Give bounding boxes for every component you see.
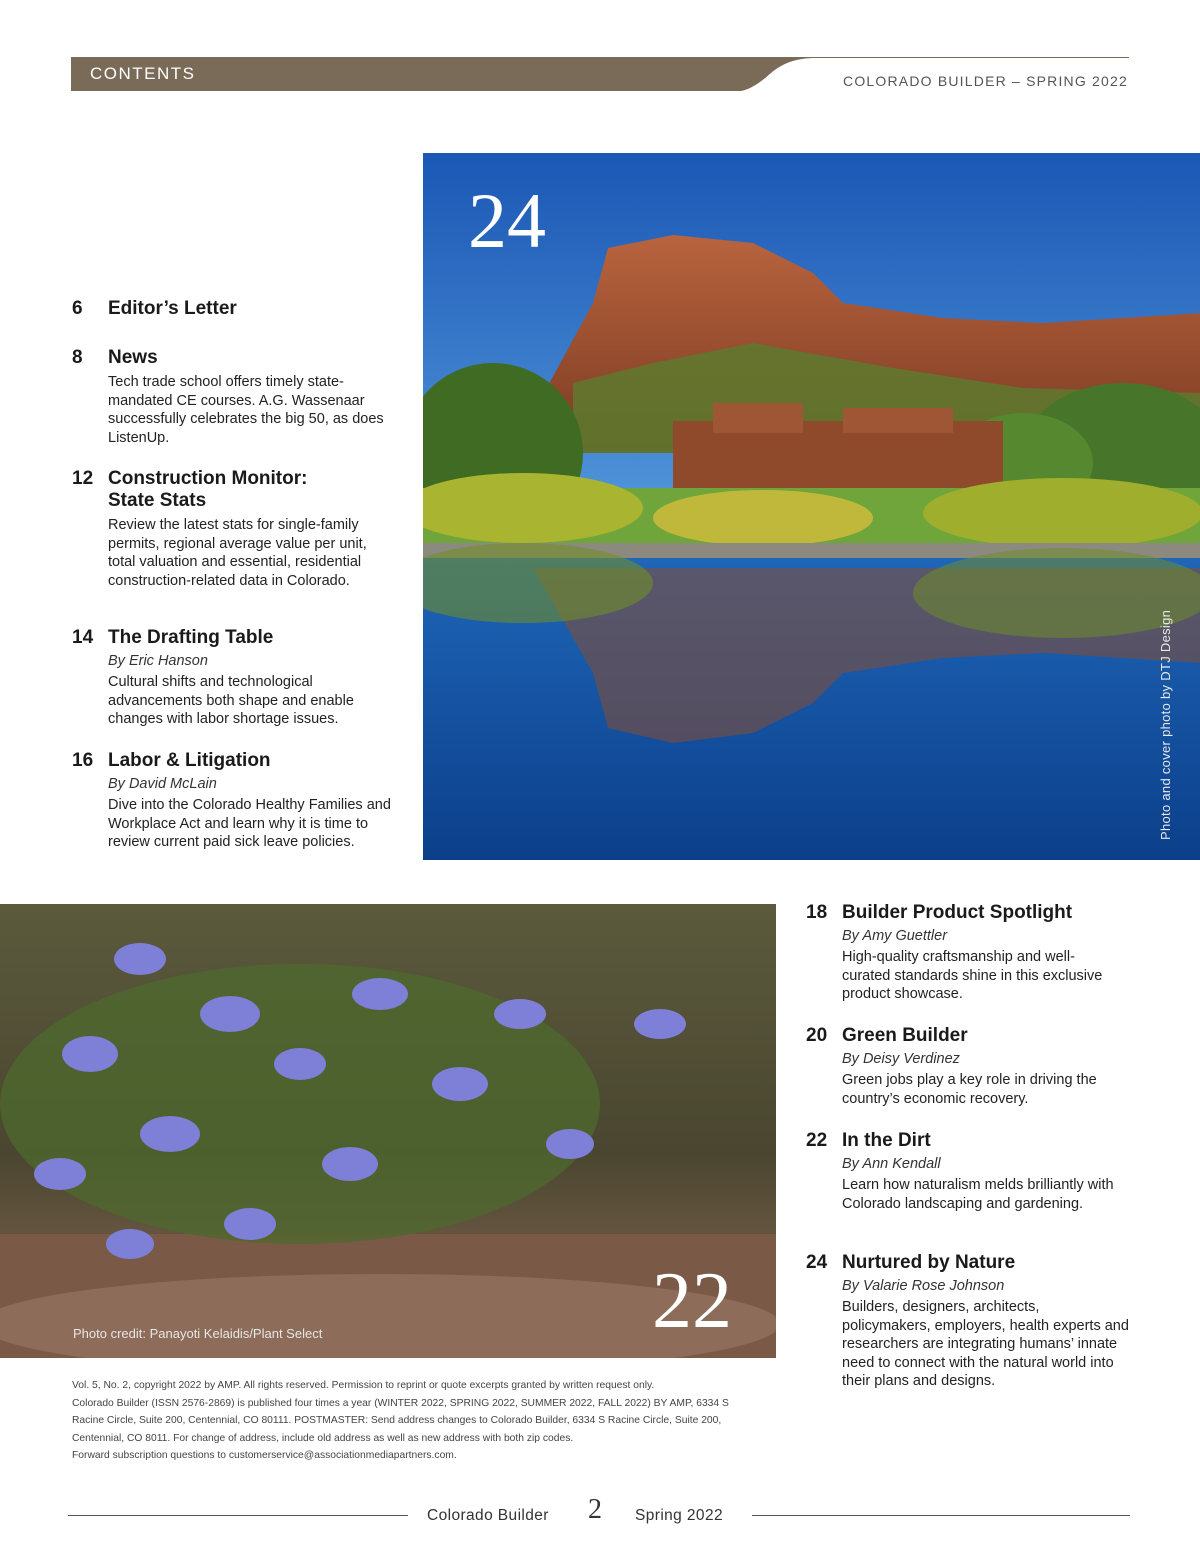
toc-title: In the Dirt bbox=[842, 1130, 931, 1151]
legal-line-1: Vol. 5, No. 2, copyright 2022 by AMP. All rights reserved. Permission to reprint or quote excerpts granted by written request only. bbox=[72, 1380, 655, 1391]
section-label: CONTENTS bbox=[90, 64, 196, 83]
mesa-photo-credit: Photo and cover photo by DTJ Design bbox=[1158, 609, 1173, 840]
toc-description: Dive into the Colorado Healthy Families and Workplace Act and learn why it is time to review current paid sick leave policies. bbox=[108, 797, 391, 850]
toc-entry bbox=[72, 468, 392, 590]
toc-entry bbox=[806, 1130, 1126, 1213]
flower-photo-credit: Photo credit: Panayoti Kelaidis/Plant Select bbox=[73, 1326, 323, 1341]
toc-title: Builder Product Spotlight bbox=[842, 902, 1073, 923]
toc-page-number: 24 bbox=[806, 1252, 828, 1273]
toc-description: Tech trade school offers timely state-mandated CE courses. A.G. Wassenaar successfully celebrates the big 50, as does ListenUp. bbox=[108, 374, 384, 446]
toc-entry bbox=[72, 347, 392, 447]
toc-page-number: 20 bbox=[806, 1025, 828, 1046]
toc-author: By Ann Kendall bbox=[842, 1156, 941, 1172]
toc-description: Builders, designers, architects, policymakers, employers, health experts and researchers are integrating humans’ innate need to connect with the natural world into their plans and designs. bbox=[842, 1299, 1129, 1389]
toc-description: Cultural shifts and technological advancements both shape and enable changes with labor shortage issues. bbox=[108, 674, 354, 727]
footer-rule-left bbox=[68, 1515, 408, 1516]
toc-title: Labor & Litigation bbox=[108, 750, 271, 771]
toc-author: By Valarie Rose Johnson bbox=[842, 1278, 1005, 1294]
toc-page-number: 16 bbox=[72, 750, 94, 771]
toc-author: By Eric Hanson bbox=[108, 653, 208, 669]
legal-notice bbox=[72, 1377, 762, 1465]
toc-author: By David McLain bbox=[108, 776, 217, 792]
photo-page-number-22: 22 bbox=[652, 1257, 732, 1345]
toc-author: By Deisy Verdinez bbox=[842, 1051, 960, 1067]
footer-page-number: 2 bbox=[588, 1494, 602, 1525]
toc-description: Learn how naturalism melds brilliantly with Colorado landscaping and gardening. bbox=[842, 1177, 1114, 1212]
toc-author: By Amy Guettler bbox=[842, 928, 948, 944]
toc-entry bbox=[806, 1252, 1129, 1391]
toc-page-number: 8 bbox=[72, 347, 83, 368]
toc-entry bbox=[72, 750, 392, 852]
toc-page-number: 6 bbox=[72, 298, 83, 319]
toc-entry bbox=[806, 902, 1126, 1004]
toc-title: Green Builder bbox=[842, 1025, 968, 1046]
footer-issue: Spring 2022 bbox=[635, 1507, 723, 1524]
footer-rule-right bbox=[752, 1515, 1130, 1516]
toc-description: Review the latest stats for single-family permits, regional average value per unit, total valuation and essential, residential construction-related data in Colorado. bbox=[108, 517, 367, 589]
toc-title: The Drafting Table bbox=[108, 627, 274, 648]
toc-title: News bbox=[108, 347, 158, 368]
publication-header: COLORADO BUILDER – SPRING 2022 bbox=[843, 73, 1128, 89]
toc-description: Green jobs play a key role in driving the country’s economic recovery. bbox=[842, 1072, 1097, 1107]
toc-entry bbox=[806, 1025, 1126, 1108]
toc-page-number: 18 bbox=[806, 902, 828, 923]
photo-page-number-24: 24 bbox=[468, 177, 546, 264]
toc-title: Nurtured by Nature bbox=[842, 1252, 1016, 1273]
toc-entry bbox=[72, 298, 392, 320]
toc-title: Construction Monitor: State Stats bbox=[108, 468, 308, 511]
legal-line-3: Forward subscription questions to customerservice@associationmediapartners.com. bbox=[72, 1450, 457, 1461]
toc-page-number: 12 bbox=[72, 468, 94, 489]
toc-description: High-quality craftsmanship and well-curated standards shine in this exclusive product showcase. bbox=[842, 949, 1103, 1002]
toc-page-number: 14 bbox=[72, 627, 94, 648]
legal-line-2: Colorado Builder (ISSN 2576-2869) is published four times a year (WINTER 2022, SPRING 2022, SUMMER 2022, FALL 2022) BY AMP, 6334 S Racine Circle, Suite 200, Centennial, CO 80111. POSTMASTER: Send address changes to Colorado Builder, 6334 S Racine Circle, Suite 200, Centennial, CO 8011. For change of address, include old address as well as new address with both zip codes. bbox=[72, 1397, 729, 1444]
toc-page-number: 22 bbox=[806, 1130, 828, 1151]
footer-publication: Colorado Builder bbox=[427, 1507, 549, 1524]
toc-entry bbox=[72, 627, 392, 729]
toc-title: Editor’s Letter bbox=[108, 298, 237, 319]
